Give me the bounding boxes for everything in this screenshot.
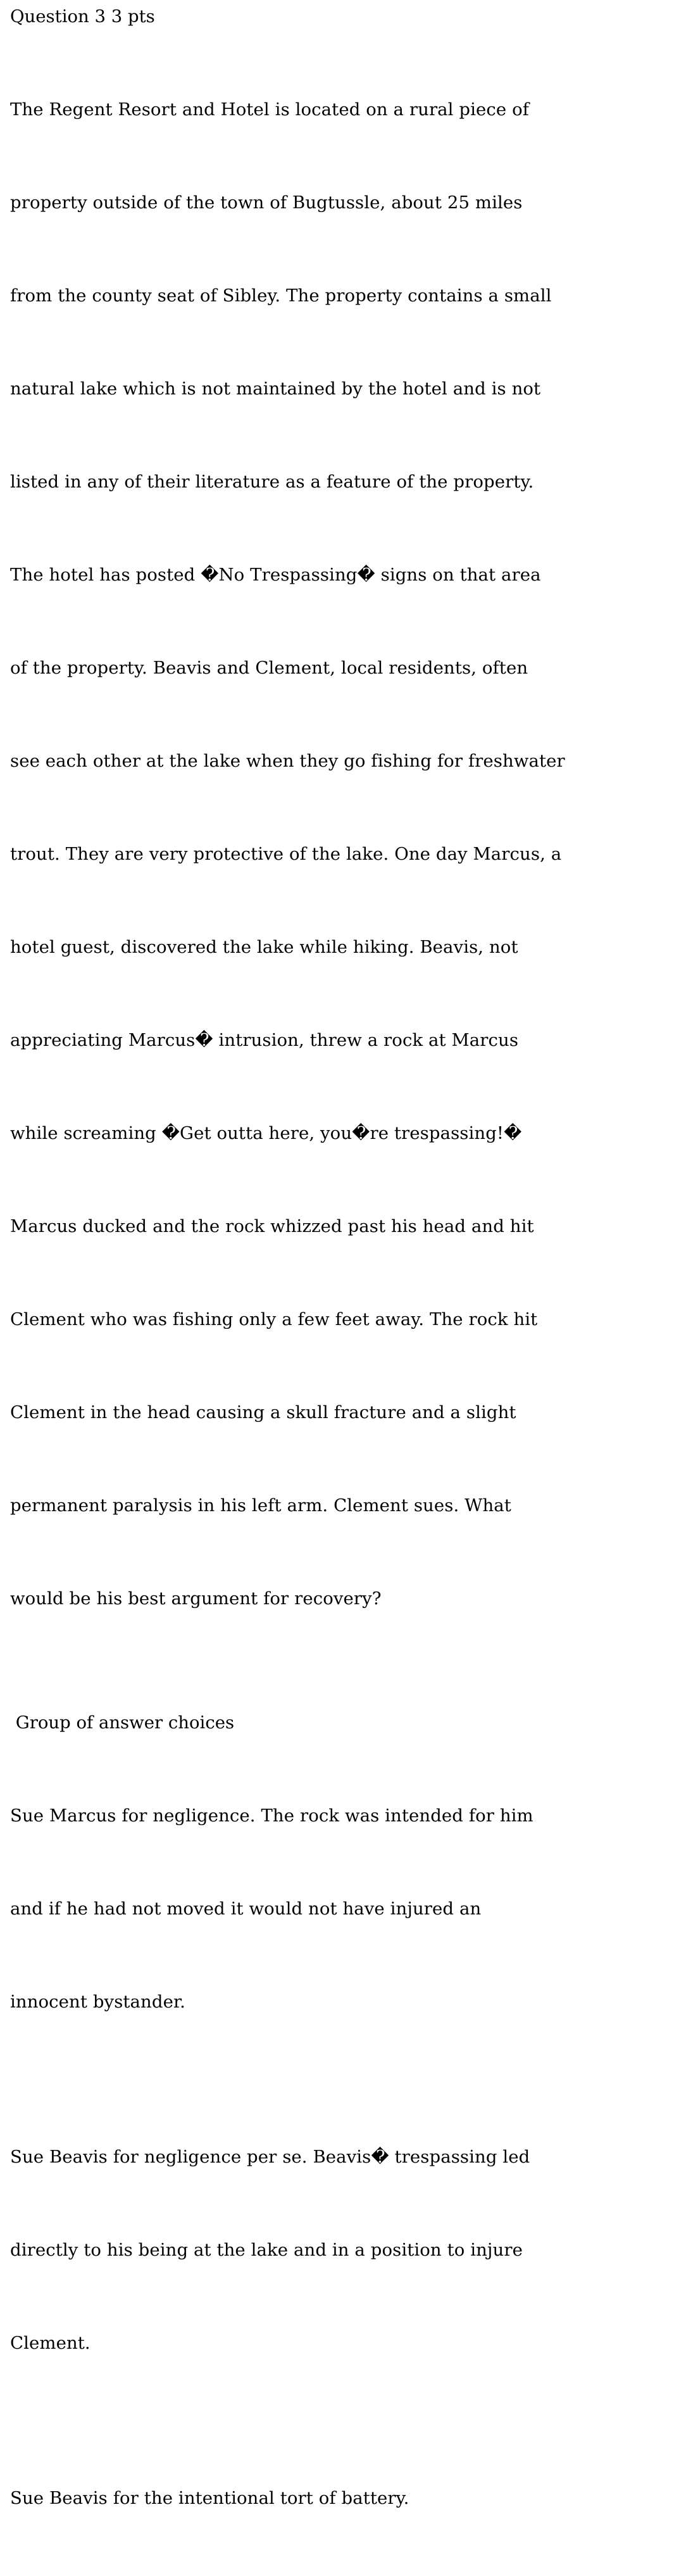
question-body-line: property outside of the town of Bugtussle, about 25 miles [10,192,523,213]
answer-choice-line: directly to his being at the lake and in a position to injure [10,2240,523,2260]
question-body-line: The hotel has posted �No Trespassing� signs on that area [10,565,541,585]
question-header: Question 3 3 pts [10,6,155,27]
answer-choice-line: innocent bystander. [10,1992,186,2012]
question-body-line: Clement who was fishing only a few feet away. The rock hit [10,1309,538,1329]
paragraph-spacer [10,1676,686,1707]
answer-choice-3[interactable] [10,2421,686,2576]
answer-choice-line: Clement. [10,2333,90,2353]
question-body-line: Clement in the head causing a skull fracture and a slight [10,1402,516,1423]
question-body-line: The Regent Resort and Hotel is located on a rural piece of [10,99,530,120]
question-body-line: natural lake which is not maintained by the hotel and is not [10,379,541,399]
answer-choice-2[interactable] [10,2080,686,2421]
question-body-line: while screaming �Get outta here, you�re trespassing!� [10,1123,522,1143]
answer-choice-1[interactable] [10,1738,686,2080]
question-body-line: hotel guest, discovered the lake while hiking. Beavis, not [10,937,518,957]
answer-choice-line: and if he had not moved it would not have injured an [10,1899,482,1919]
question-body-line: listed in any of their literature as a feature of the property. [10,472,534,492]
question-body-line: permanent paralysis in his left arm. Clement sues. What [10,1495,511,1516]
answer-choices-heading: Group of answer choices [10,1712,235,1733]
question-body-line: from the county seat of Sibley. The property contains a small [10,286,552,306]
question-body-line: of the property. Beavis and Clement, local residents, often [10,658,528,678]
question-body [10,32,686,1676]
answer-choice-line: Sue Beavis for the intentional tort of battery. [10,2488,409,2508]
question-body-line: Marcus ducked and the rock whizzed past his head and hit [10,1216,534,1236]
answer-choice-line: Sue Marcus for negligence. The rock was intended for him [10,1806,533,1826]
question-body-line: see each other at the lake when they go fishing for freshwater [10,751,565,771]
question-body-line: trout. They are very protective of the lake. One day Marcus, a [10,844,562,864]
answer-choice-line: Sue Beavis for negligence per se. Beavis� trespassing led [10,2147,530,2167]
question-body-line: would be his best argument for recovery? [10,1588,382,1609]
question-body-line: appreciating Marcus� intrusion, threw a rock at Marcus [10,1030,519,1050]
